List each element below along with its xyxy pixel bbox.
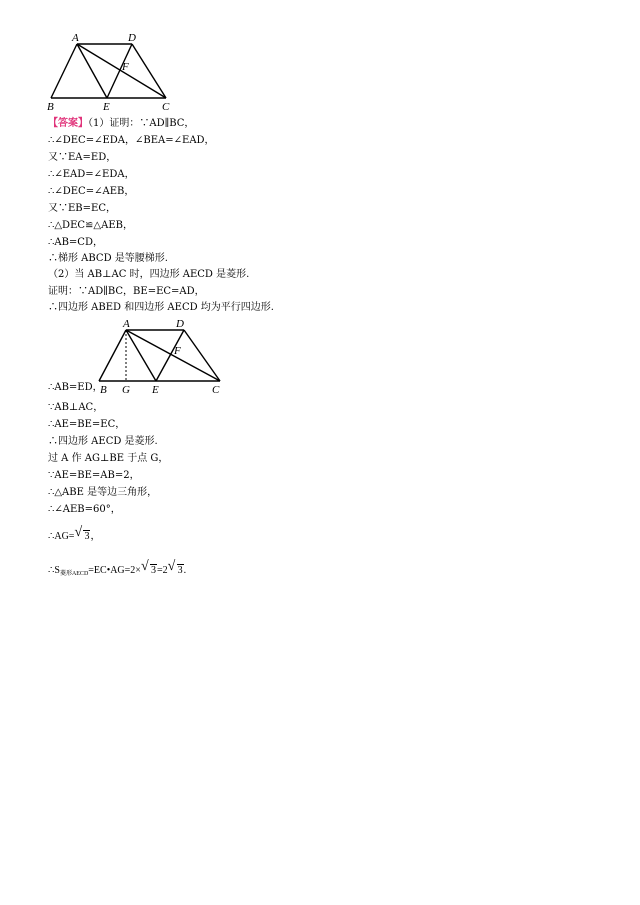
ag-prefix: ∴AG=	[48, 531, 75, 542]
label-G: G	[122, 384, 130, 396]
area-subscript: 菱形AECD	[59, 571, 89, 577]
line-5: ∴∠DEC=∠AEB，	[48, 186, 135, 197]
segment-AE	[77, 44, 107, 98]
segment-AB	[51, 44, 77, 98]
line-18: ∵AE=BE=AB=2，	[48, 470, 140, 481]
segment-DC	[184, 330, 220, 381]
line-1-text: （1）证明：∵AD∥BC，	[88, 118, 195, 129]
segment-AC	[126, 330, 220, 381]
line-8: ∴AB=CD，	[48, 237, 103, 248]
radicand: 3	[84, 531, 90, 542]
label-B: B	[47, 101, 54, 113]
area-end: .	[183, 565, 187, 576]
label-B: B	[100, 384, 107, 396]
area-eq: =2	[156, 565, 168, 576]
figure-2-svg	[94, 315, 234, 399]
line-19: ∴△ABE 是等边三角形，	[48, 487, 158, 498]
label-C: C	[212, 384, 220, 396]
line-4: ∴∠EAD=∠EDA，	[48, 169, 135, 180]
line-20: ∴∠AEB=60°，	[48, 504, 121, 515]
figure-trapezoid-1	[44, 30, 184, 112]
segment-AB	[99, 330, 126, 381]
answer-tag: 【答案】	[48, 118, 88, 129]
label-A: A	[72, 32, 79, 44]
radicand: 3	[150, 565, 156, 576]
label-D: D	[128, 32, 136, 44]
radical-sign: √	[74, 525, 83, 540]
line-16: ∴四边形 AECD 是菱形.	[48, 436, 158, 447]
line-6: 又∵EB=EC，	[48, 203, 116, 214]
area-s: ∴S	[48, 565, 60, 576]
segment-DC	[132, 44, 166, 98]
radicand: 3	[177, 565, 183, 576]
label-A: A	[123, 318, 130, 330]
label-F: F	[122, 61, 129, 73]
figure-trapezoid-2	[94, 315, 234, 399]
label-E: E	[103, 101, 110, 113]
line-12: ∴四边形 ABED 和四边形 AECD 均为平行四边形.	[48, 302, 274, 313]
line-9: ∴梯形 ABCD 是等腰梯形.	[48, 253, 168, 264]
ag-suffix: ，	[90, 531, 101, 542]
sqrt-3	[74, 525, 90, 543]
label-D: D	[176, 318, 184, 330]
area-mid: =EC•AG=2×	[88, 565, 141, 576]
label-C: C	[162, 101, 170, 113]
line-1	[48, 117, 194, 130]
line-2: ∴∠DEC=∠EDA，∠BEA=∠EAD，	[48, 135, 215, 146]
radical-sign: √	[140, 559, 149, 574]
line-17: 过 A 作 AG⊥BE 于点 G，	[48, 453, 169, 464]
line-11: 证明：∵AD∥BC，BE=EC=AD，	[48, 286, 205, 297]
radical-sign: √	[167, 559, 176, 574]
line-3: 又∵EA=ED，	[48, 152, 117, 163]
sqrt-3-a	[140, 559, 157, 577]
line-13: ∴AB=ED，	[48, 382, 103, 393]
line-15: ∴AE=BE=EC，	[48, 419, 126, 430]
figure-1-svg	[44, 30, 184, 112]
line-14: ∵AB⊥AC，	[48, 402, 104, 413]
label-F: F	[174, 345, 181, 357]
line-22	[48, 559, 187, 581]
label-E: E	[152, 384, 159, 396]
sqrt-3-b	[167, 559, 184, 577]
line-21	[48, 525, 101, 543]
line-7: ∴△DEC≌△AEB，	[48, 220, 133, 231]
line-10: （2）当 AB⊥AC 时，四边形 AECD 是菱形.	[48, 269, 250, 280]
